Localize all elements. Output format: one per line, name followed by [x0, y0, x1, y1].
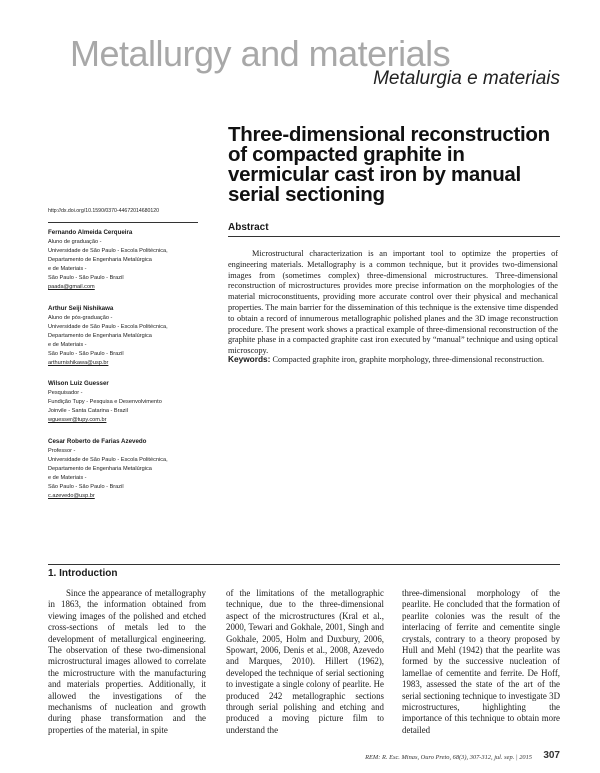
introduction-divider: [48, 564, 560, 565]
authors-divider: [48, 222, 198, 223]
section-subtitle: Metalurgia e materiais: [373, 68, 560, 89]
author-affiliation: Departamento de Engenharia Metalúrgica: [48, 465, 152, 472]
author-name: Wilson Luiz Guesser: [48, 380, 109, 388]
author-name: Cesar Roberto de Farias Azevedo: [48, 437, 147, 445]
author-affiliation: e de Materiais -: [48, 474, 87, 481]
author-affiliation: São Paulo - São Paulo - Brazil: [48, 275, 124, 282]
author-email[interactable]: c.azevedo@usp.br: [48, 492, 95, 499]
body-column-1: Since the appearance of metallography in 1863, the information obtained from viewing images of the polished and etched cross-sections of metals led to the development of metallurgical engineering. The observation of these two-dimensional microstructural images allowed to correlate the microstructure with the manufacturing and materials properties. Additionally, it allowed the investigations of the mechanisms of nucleation and growth during phase transformation and the properties of the material, in spite: [48, 588, 206, 735]
keywords-label: Keywords:: [228, 354, 271, 364]
author-affiliation: Professor -: [48, 447, 76, 454]
page-number: 307: [543, 750, 560, 761]
section-banner: Metallurgy and materials: [70, 33, 451, 74]
author-affiliation: Departamento de Engenharia Metalúrgica: [48, 257, 152, 264]
author-affiliation: Departamento de Engenharia Metalúrgica: [48, 332, 152, 339]
author-affiliation: Universidade de São Paulo - Escola Politécnica,: [48, 323, 168, 330]
body-column-2: of the limitations of the metallographic technique, due to the three-dimensional aspect of the microstructures (Kral et al., 2000, Tewari and Gokhale, 2001, Singh and Gokhale, 2005, Holm and Duxbury, 2006, Spowart, 2006, Denis et al., 2008, Azevedo and Marques, 2010). Hillert (1962), developed the technique of serial sectioning to investigate a single colony of pearlite. He produced 242 metallographic sections through serial polishing and etching and produced a moving picture film to understand the: [226, 588, 384, 735]
author-email[interactable]: arthurnishikawa@usp.br: [48, 360, 109, 367]
article-title: Three-dimensional reconstruction of compacted graphite in vermicular cast iron by manual serial sectioning: [228, 123, 550, 206]
journal-citation: REM: R. Esc. Minas, Ouro Preto, 68(3), 307-312, jul. sep. | 2015: [365, 754, 532, 761]
author-affiliation: Aluno de pós-graduação -: [48, 314, 113, 321]
keywords: [228, 354, 560, 366]
author-email[interactable]: paada@gmail.com: [48, 284, 95, 291]
abstract-heading: Abstract: [228, 222, 269, 233]
keywords-text: Compacted graphite iron, graphite morphology, three-dimensional reconstruction.: [272, 355, 545, 364]
doi-link[interactable]: http://dx.doi.org/10.1590/0370-44672014680120: [48, 208, 160, 214]
author-block: [48, 227, 203, 293]
author-affiliation: Universidade de São Paulo - Escola Politécnica,: [48, 456, 168, 463]
author-affiliation: Joinvile - Santa Catarina - Brazil: [48, 408, 128, 415]
author-block: [48, 436, 203, 502]
author-block: [48, 303, 203, 369]
author-list: [48, 227, 203, 511]
author-name: Arthur Seiji Nishikawa: [48, 304, 114, 312]
author-affiliation: Universidade de São Paulo - Escola Politécnica,: [48, 248, 168, 255]
abstract-divider: [228, 236, 560, 237]
body-column-3: three-dimensional morphology of the pearlite. He concluded that the formation of pearlite colonies was the result of the interlacing of ferrite and cementite single crystals, contrary to a theory proposed by Hull and Mehl (1942) that the pearlite was formed by the successive nucleation of lamellae of cementite and ferrite. De Hoff, 1983, assessed the state of the art of the serial sectioning technique to investigate 3D microstructures, highlighting the importance of this technique to obtain more detailed: [402, 588, 560, 735]
author-affiliation: Pesquisador -: [48, 390, 83, 397]
abstract-text: Microstructural characterization is an important tool to optimize the properties of engineering materials. Metallography is a common technique, but it provides two-dimensional images from (sometimes complex) three-dimensional microstructures. Three-dimensional reconstruction of microstructures provides more precise information on the morphologies of the material microconstituents, providing more accurate control over their physical and mechanical properties. The main barrier for the dissemination of this technique is the extensive time dispended to obtain a record of innumerous metallographic polished planes and the 3D image reconstruction procedure. The present work shows a practical example of three-dimensional reconstruction of the graphite phase in a compacted graphite cast iron executed by “manual” technique and using optical microscopy.: [228, 249, 558, 356]
author-affiliation: e de Materiais -: [48, 341, 87, 348]
author-affiliation: Aluno de graduação -: [48, 239, 102, 245]
author-affiliation: São Paulo - São Paulo - Brazil: [48, 350, 124, 357]
author-affiliation: Fundição Tupy - Pesquisa e Desenvolvimento: [48, 399, 162, 406]
author-affiliation: e de Materiais -: [48, 266, 87, 273]
introduction-heading: 1. Introduction: [48, 568, 118, 579]
author-name: Fernando Almeida Cerqueira: [48, 229, 133, 236]
author-email[interactable]: wguesser@tupy.com.br: [48, 417, 107, 424]
author-block: [48, 378, 203, 425]
author-affiliation: São Paulo - São Paulo - Brazil: [48, 483, 124, 490]
